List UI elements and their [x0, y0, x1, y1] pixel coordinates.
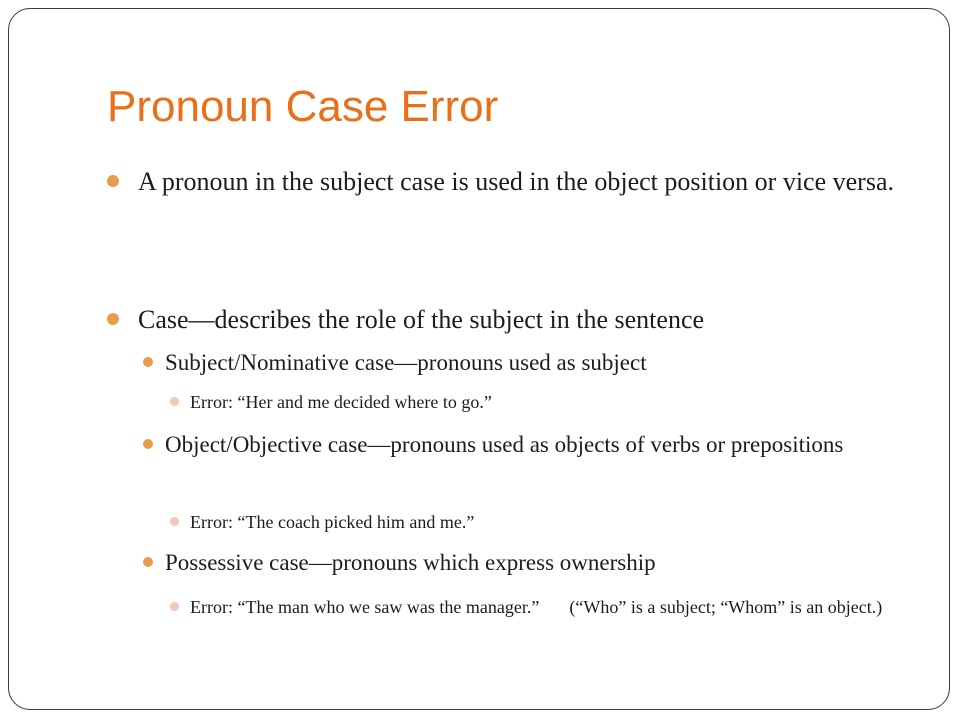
example-subject-error-text: Error: “Her and me decided where to go.”: [190, 392, 492, 412]
bullet-dot-icon: [170, 517, 179, 526]
bullet-dot-icon: [143, 357, 153, 367]
bullet-dot-icon: [170, 602, 179, 611]
sub-bullet-object-case-text: Object/Objective case—pronouns used as objects of verbs or prepositions: [165, 432, 844, 457]
bullet-dot-icon: [143, 557, 153, 567]
sub-bullet-object-case: [165, 429, 895, 461]
bullet-definition-text: A pronoun in the subject case is used in the object position or vice versa.: [138, 167, 894, 196]
bullet-case: [138, 302, 898, 338]
example-possessive-note: (“Who” is a subject; “Whom” is an object.): [569, 597, 883, 617]
bullet-dot-icon: [107, 175, 119, 187]
bullet-case-text: Case—describes the role of the subject in the sentence: [138, 305, 705, 334]
bullet-definition: [138, 164, 898, 200]
example-subject-error: [190, 388, 890, 416]
bullet-dot-icon: [107, 313, 119, 325]
sub-bullet-possessive-case: [165, 547, 895, 579]
slide-title: Pronoun Case Error: [107, 82, 499, 131]
example-possessive-error-text: Error: “The man who we saw was the manager.”: [190, 597, 540, 617]
example-object-error-text: Error: “The coach picked him and me.”: [190, 512, 475, 532]
example-object-error: [190, 508, 890, 536]
sub-bullet-subject-case: [165, 347, 895, 379]
example-possessive-error: [190, 593, 890, 621]
bullet-dot-icon: [170, 397, 179, 406]
sub-bullet-possessive-case-text: Possessive case—pronouns which express ownership: [165, 550, 656, 575]
bullet-dot-icon: [143, 439, 153, 449]
sub-bullet-subject-case-text: Subject/Nominative case—pronouns used as subject: [165, 350, 647, 375]
